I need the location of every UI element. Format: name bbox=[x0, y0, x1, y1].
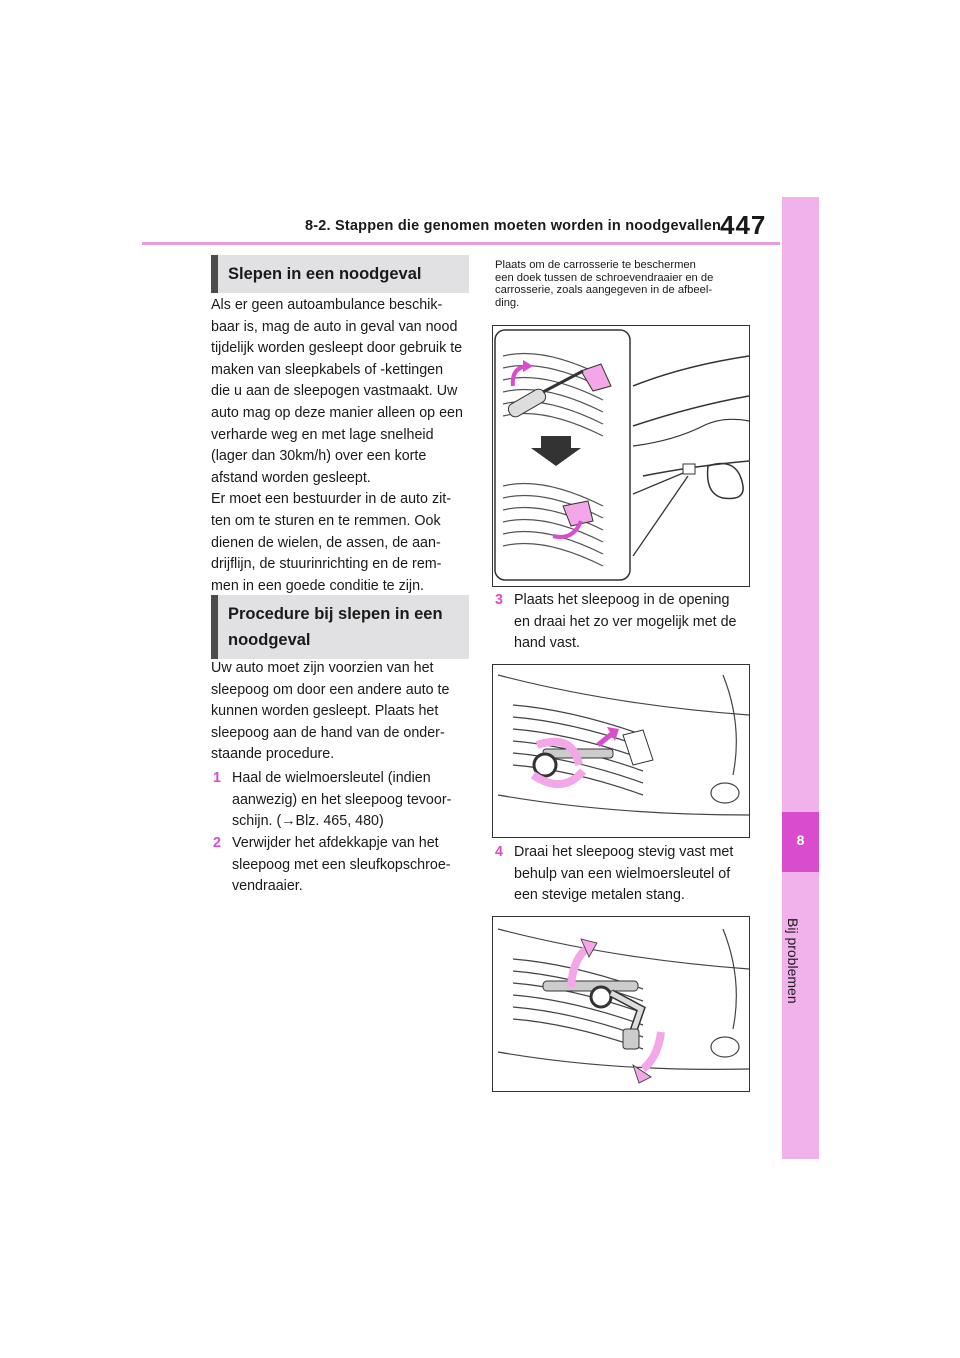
step-line: behulp van een wielmoersleutel of bbox=[514, 865, 731, 882]
text-line: kunnen worden gesleept. Plaats het bbox=[211, 703, 439, 720]
step-line: vendraaier. bbox=[232, 878, 303, 895]
procedure-intro-paragraph bbox=[211, 658, 473, 766]
towing-eye-insert-illustration bbox=[493, 665, 749, 837]
step-number: 4 bbox=[495, 844, 503, 860]
text-line: staande procedure. bbox=[211, 746, 335, 763]
step-line: en draai het zo ver mogelijk met de bbox=[514, 613, 737, 630]
step-1 bbox=[213, 768, 475, 834]
step-number: 1 bbox=[213, 770, 221, 786]
text-line: tijdelijk worden gesleept door gebruik te bbox=[211, 340, 463, 357]
step-line: Draai het sleepoog stevig vast met bbox=[514, 844, 734, 860]
text-line: men in een goede conditie te zijn. bbox=[211, 577, 425, 594]
figure-insert-towing-eye bbox=[492, 664, 750, 838]
step-number: 2 bbox=[213, 835, 221, 851]
cover-removal-illustration bbox=[493, 326, 749, 586]
chapter-side-tab bbox=[782, 197, 819, 1159]
text-line: Als er geen autoambulance beschik- bbox=[211, 297, 443, 313]
note-line: carrosserie, zoals aangegeven in de afbeel- bbox=[495, 284, 713, 297]
section-heading-towing: Slepen in een noodgeval bbox=[211, 255, 469, 293]
text-line: Uw auto moet zijn voorzien van het bbox=[211, 660, 434, 676]
heading-line: noodgeval bbox=[228, 631, 311, 649]
step-line: aanwezig) en het sleepoog tevoor- bbox=[232, 791, 452, 808]
step-line: sleepoog met een sleufkopschroe- bbox=[232, 856, 451, 873]
page-number: 447 bbox=[720, 210, 767, 240]
towing-intro-paragraph bbox=[211, 295, 473, 597]
running-header: 8-2. Stappen die genomen moeten worden in noodgevallen bbox=[305, 218, 722, 234]
note-line: ding. bbox=[495, 296, 520, 309]
text-line: dienen de wielen, de assen, de aan- bbox=[211, 534, 441, 551]
step-4 bbox=[495, 842, 757, 908]
text-line: drijflijn, de stuurinrichting en de rem- bbox=[211, 556, 442, 573]
step-line: schijn. (→Blz. 465, 480) bbox=[232, 813, 384, 830]
text-line: ten om te sturen en te remmen. Ook bbox=[211, 512, 441, 529]
section-heading-procedure bbox=[211, 595, 469, 659]
step-line: hand vast. bbox=[514, 635, 580, 652]
text-line: maken van sleepkabels of -kettingen bbox=[211, 361, 444, 378]
text-line: die u aan de sleepogen vastmaakt. Uw bbox=[211, 383, 458, 400]
step-2 bbox=[213, 833, 475, 899]
figure-remove-cover bbox=[492, 325, 750, 587]
step-number: 3 bbox=[495, 592, 503, 608]
chapter-number: 8 bbox=[796, 832, 805, 848]
step-line: Haal de wielmoersleutel (indien bbox=[232, 770, 431, 786]
step-line: Verwijder het afdekkapje van het bbox=[232, 835, 439, 851]
figure-tighten-towing-eye bbox=[492, 916, 750, 1092]
text-line: sleepoog om door een andere auto te bbox=[211, 681, 450, 698]
note-line: een doek tussen de schroevendraaier en de bbox=[495, 271, 714, 284]
chapter-label: Bij problemen bbox=[785, 918, 801, 1004]
text-line: Er moet een bestuurder in de auto zit- bbox=[211, 491, 452, 508]
step-line: Plaats het sleepoog in de opening bbox=[514, 592, 730, 608]
text-line: sleepoog aan de hand van de onder- bbox=[211, 724, 445, 741]
text-line: (lager dan 30km/h) over een korte bbox=[211, 448, 427, 465]
text-line: afstand worden gesleept. bbox=[211, 469, 371, 486]
text-line: baar is, mag de auto in geval van nood bbox=[211, 318, 458, 335]
step-line: een stevige metalen stang. bbox=[514, 887, 685, 904]
text-line: verharde weg en met lage snelheid bbox=[211, 426, 434, 443]
heading-line: Procedure bij slepen in een bbox=[228, 605, 443, 623]
step-3 bbox=[495, 590, 757, 656]
header-rule bbox=[142, 242, 780, 245]
towing-eye-tighten-illustration bbox=[493, 917, 749, 1091]
note-line: Plaats om de carrosserie te beschermen bbox=[495, 259, 696, 271]
text-line: auto mag op deze manier alleen op een bbox=[211, 404, 463, 421]
protection-note bbox=[495, 259, 753, 309]
